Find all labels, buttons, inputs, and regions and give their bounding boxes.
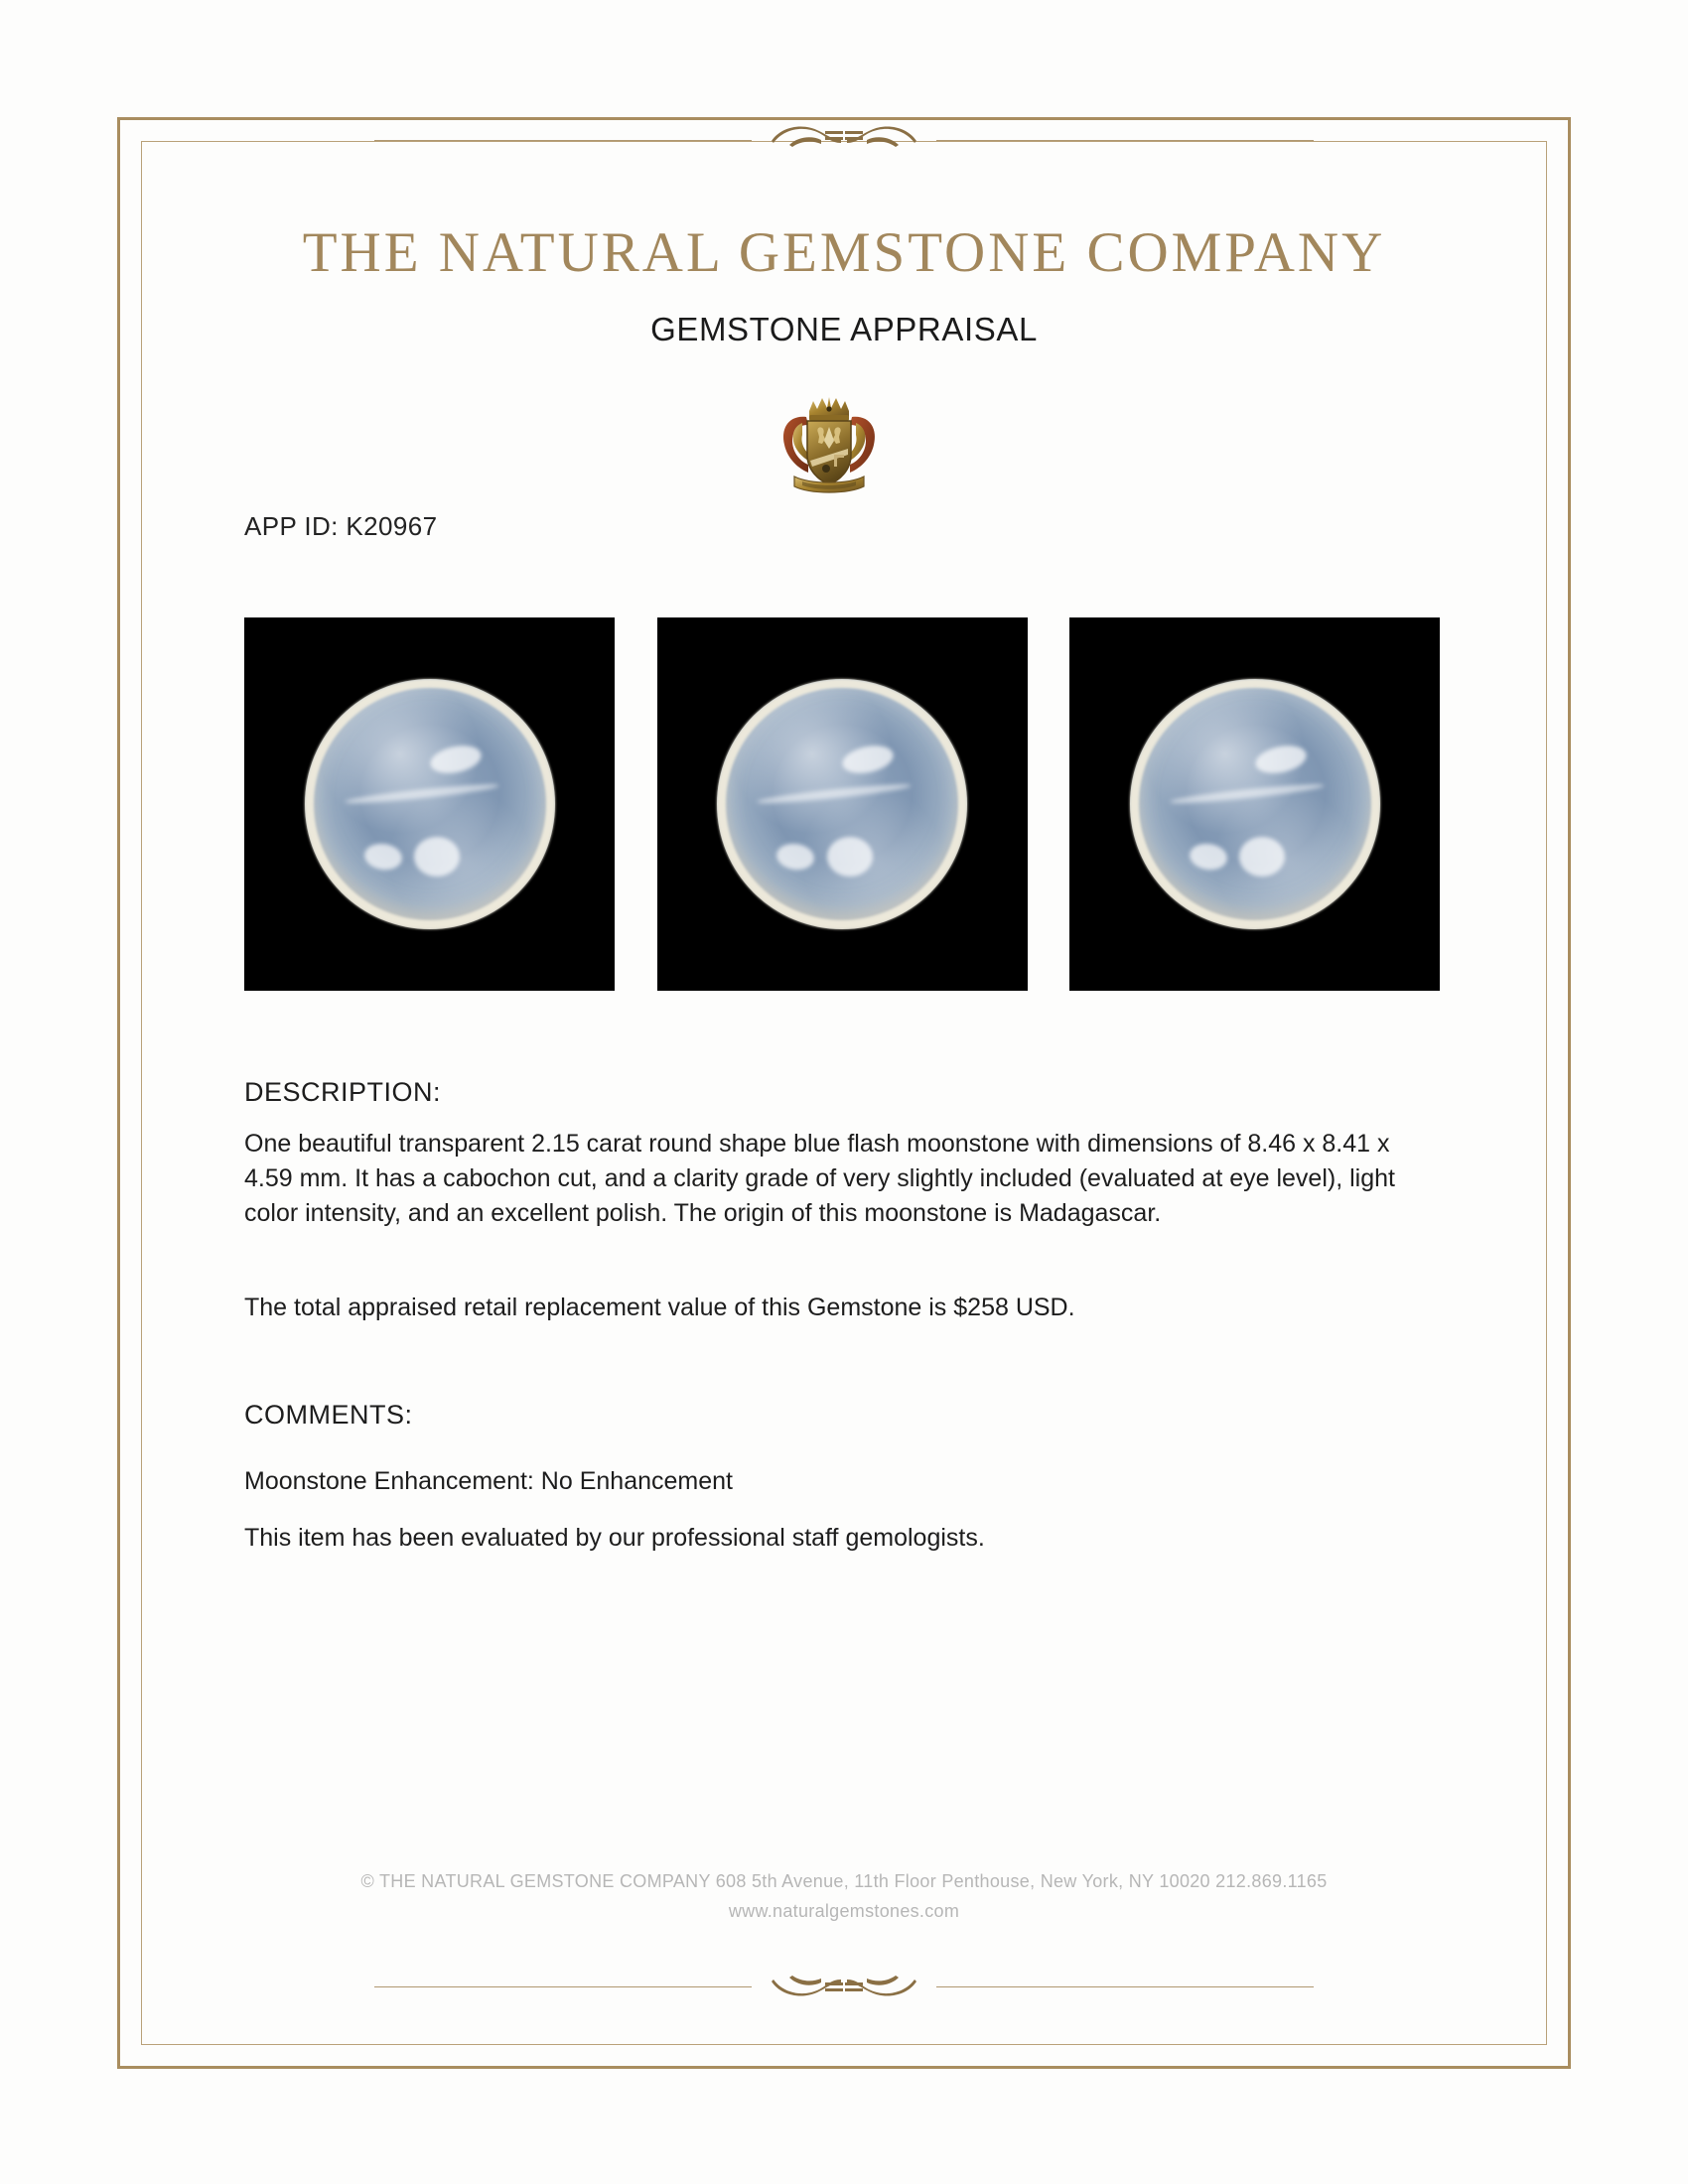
ornament-rule-right (936, 140, 1314, 141)
footer-address-line: © THE NATURAL GEMSTONE COMPANY 608 5th Avenue, 11th Floor Penthouse, New York, NY 10020 212.869.1165 (360, 1871, 1328, 1891)
description-text: One beautiful transparent 2.15 carat round shape blue flash moonstone with dimensions of 8.46 x 8.41 x 4.59 mm. It has a cabochon cut, and a clarity grade of very slightly included (evaluated at eye level), light color intensity, and an excellent polish. The origin of this moonstone is Madagascar. (244, 1130, 1395, 1227)
gemstone-inclusion (1239, 837, 1285, 877)
ornament-rule-right (936, 1986, 1314, 1987)
gemstone-inclusion (827, 837, 873, 877)
gemstone-rim (305, 679, 555, 929)
comments-enhancement-text: Moonstone Enhancement: No Enhancement (244, 1467, 733, 1495)
document-subtitle: GEMSTONE APPRAISAL (650, 311, 1038, 347)
ornament-rule-left (374, 140, 752, 141)
gemstone-photo-3 (1069, 617, 1440, 991)
gemstone-inclusion (414, 837, 460, 877)
gemstone-image (1130, 679, 1380, 929)
gemstone-photo-1 (244, 617, 615, 991)
gemstone-rim (1130, 679, 1380, 929)
gemstone-image (305, 679, 555, 929)
description-heading: DESCRIPTION: (244, 1077, 442, 1107)
ornament-rule-left (374, 1986, 752, 1987)
company-crest-logo (765, 389, 894, 500)
top-ornament-row (141, 117, 1547, 163)
comments-heading: COMMENTS: (244, 1400, 413, 1430)
appraised-value-text: The total appraised retail replacement value of this Gemstone is $258 USD. (244, 1294, 1075, 1321)
footer-website-link[interactable]: www.naturalgemstones.com (728, 1901, 960, 1921)
app-id-label: APP ID: K20967 (244, 511, 438, 541)
bottom-ornament-row (141, 1964, 1547, 2009)
flourish-ornament-icon (770, 1968, 918, 2005)
comments-evaluation-text: This item has been evaluated by our professional staff gemologists. (244, 1524, 985, 1552)
gemstone-photo-2 (657, 617, 1028, 991)
flourish-ornament-icon (770, 121, 918, 159)
gemstone-image (717, 679, 967, 929)
page-footer (141, 1866, 1547, 1926)
page-title: THE NATURAL GEMSTONE COMPANY (302, 221, 1386, 284)
gemstone-photo-strip (244, 617, 1440, 991)
gemstone-rim (717, 679, 967, 929)
